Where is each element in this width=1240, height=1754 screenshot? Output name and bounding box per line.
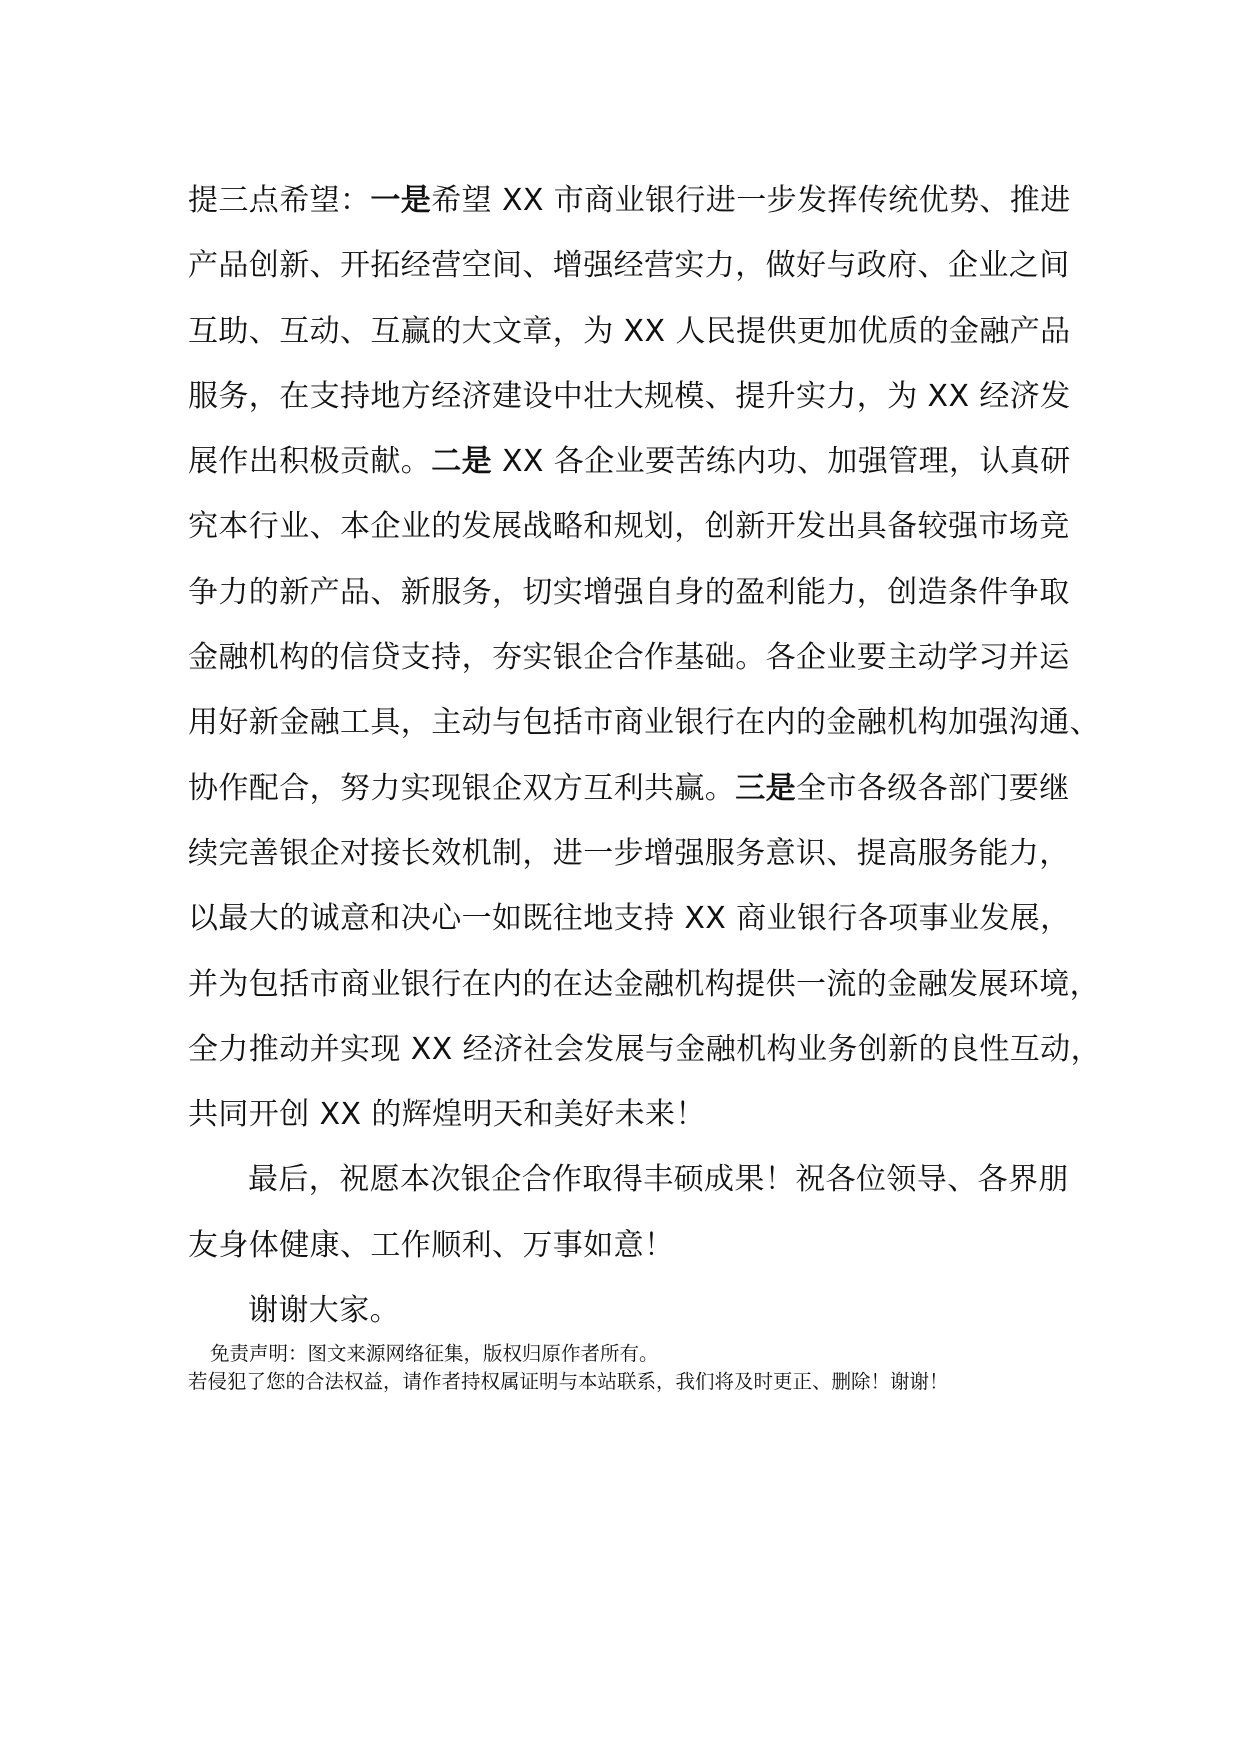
bold-marker-one: 一是 xyxy=(370,183,432,218)
text-segment: XX 各企业要苦练内功、加强管理，认真研 xyxy=(492,444,1071,480)
text-line: 用好新金融工具，主动与包括市商业银行在内的金融机构加强沟通、 xyxy=(188,705,1100,741)
text-segment: 展作出积极贡献。 xyxy=(188,444,432,480)
closing-paragraph-line: 最后，祝愿本次银企合作取得丰硕成果！祝各位领导、各界朋 xyxy=(248,1162,1069,1198)
text-line: 究本行业、本企业的发展战略和规划，创新开发出具备较强市场竞 xyxy=(188,509,1070,545)
text-line xyxy=(188,429,1088,494)
document-body xyxy=(188,168,1101,1343)
text-line: 续完善银企对接长效机制，进一步增强服务意识、提高服务能力， xyxy=(188,835,1070,871)
text-line: 金融机构的信贷支持，夯实银企合作基础。各企业要主动学习并运 xyxy=(188,640,1070,676)
text-segment: 提三点希望： xyxy=(188,183,371,218)
disclaimer-line: 免责声明：图文来源网络征集，版权归原作者所有。 xyxy=(210,1342,659,1365)
bold-marker-three: 三是 xyxy=(735,770,797,806)
text-line: 产品创新、开拓经营空间、增强经营实力，做好与政府、企业之间 xyxy=(188,248,1070,284)
text-line: 互助、互动、互赢的大文章，为 XX 人民提供更加优质的金融产品 xyxy=(188,313,1071,349)
text-line: 友身体健康、工作顺利、万事如意！ xyxy=(188,1227,675,1263)
text-segment: 希望 XX 市商业银行进一步发挥传统优势、推进 xyxy=(431,183,1071,218)
thanks-line: 谢谢大家。 xyxy=(248,1293,400,1329)
text-line: 全力推动并实现 XX 经济社会发展与金融机构业务创新的良性互动， xyxy=(188,1031,1101,1067)
disclaimer xyxy=(188,1340,1088,1396)
text-line xyxy=(188,756,1088,821)
text-line xyxy=(188,168,1088,233)
disclaimer-line: 若侵犯了您的合法权益，请作者持权属证明与本站联系，我们将及时更正、删除！谢谢！ xyxy=(188,1370,949,1393)
text-line: 争力的新产品、新服务，切实增强自身的盈利能力，创造条件争取 xyxy=(188,574,1070,610)
text-segment: 全市各级各部门要继 xyxy=(796,770,1070,806)
text-line: 服务，在支持地方经济建设中壮大规模、提升实力，为 XX 经济发 xyxy=(188,378,1071,414)
text-line: 并为包括市商业银行在内的在达金融机构提供一流的金融发展环境， xyxy=(188,966,1100,1002)
bold-marker-two: 二是 xyxy=(431,444,493,480)
text-line: 共同开创 XX 的辉煌明天和美好未来！ xyxy=(188,1097,706,1133)
text-segment: 协作配合，努力实现银企双方互利共赢。 xyxy=(188,770,736,806)
text-line: 以最大的诚意和决心一如既往地支持 XX 商业银行各项事业发展， xyxy=(188,901,1071,937)
